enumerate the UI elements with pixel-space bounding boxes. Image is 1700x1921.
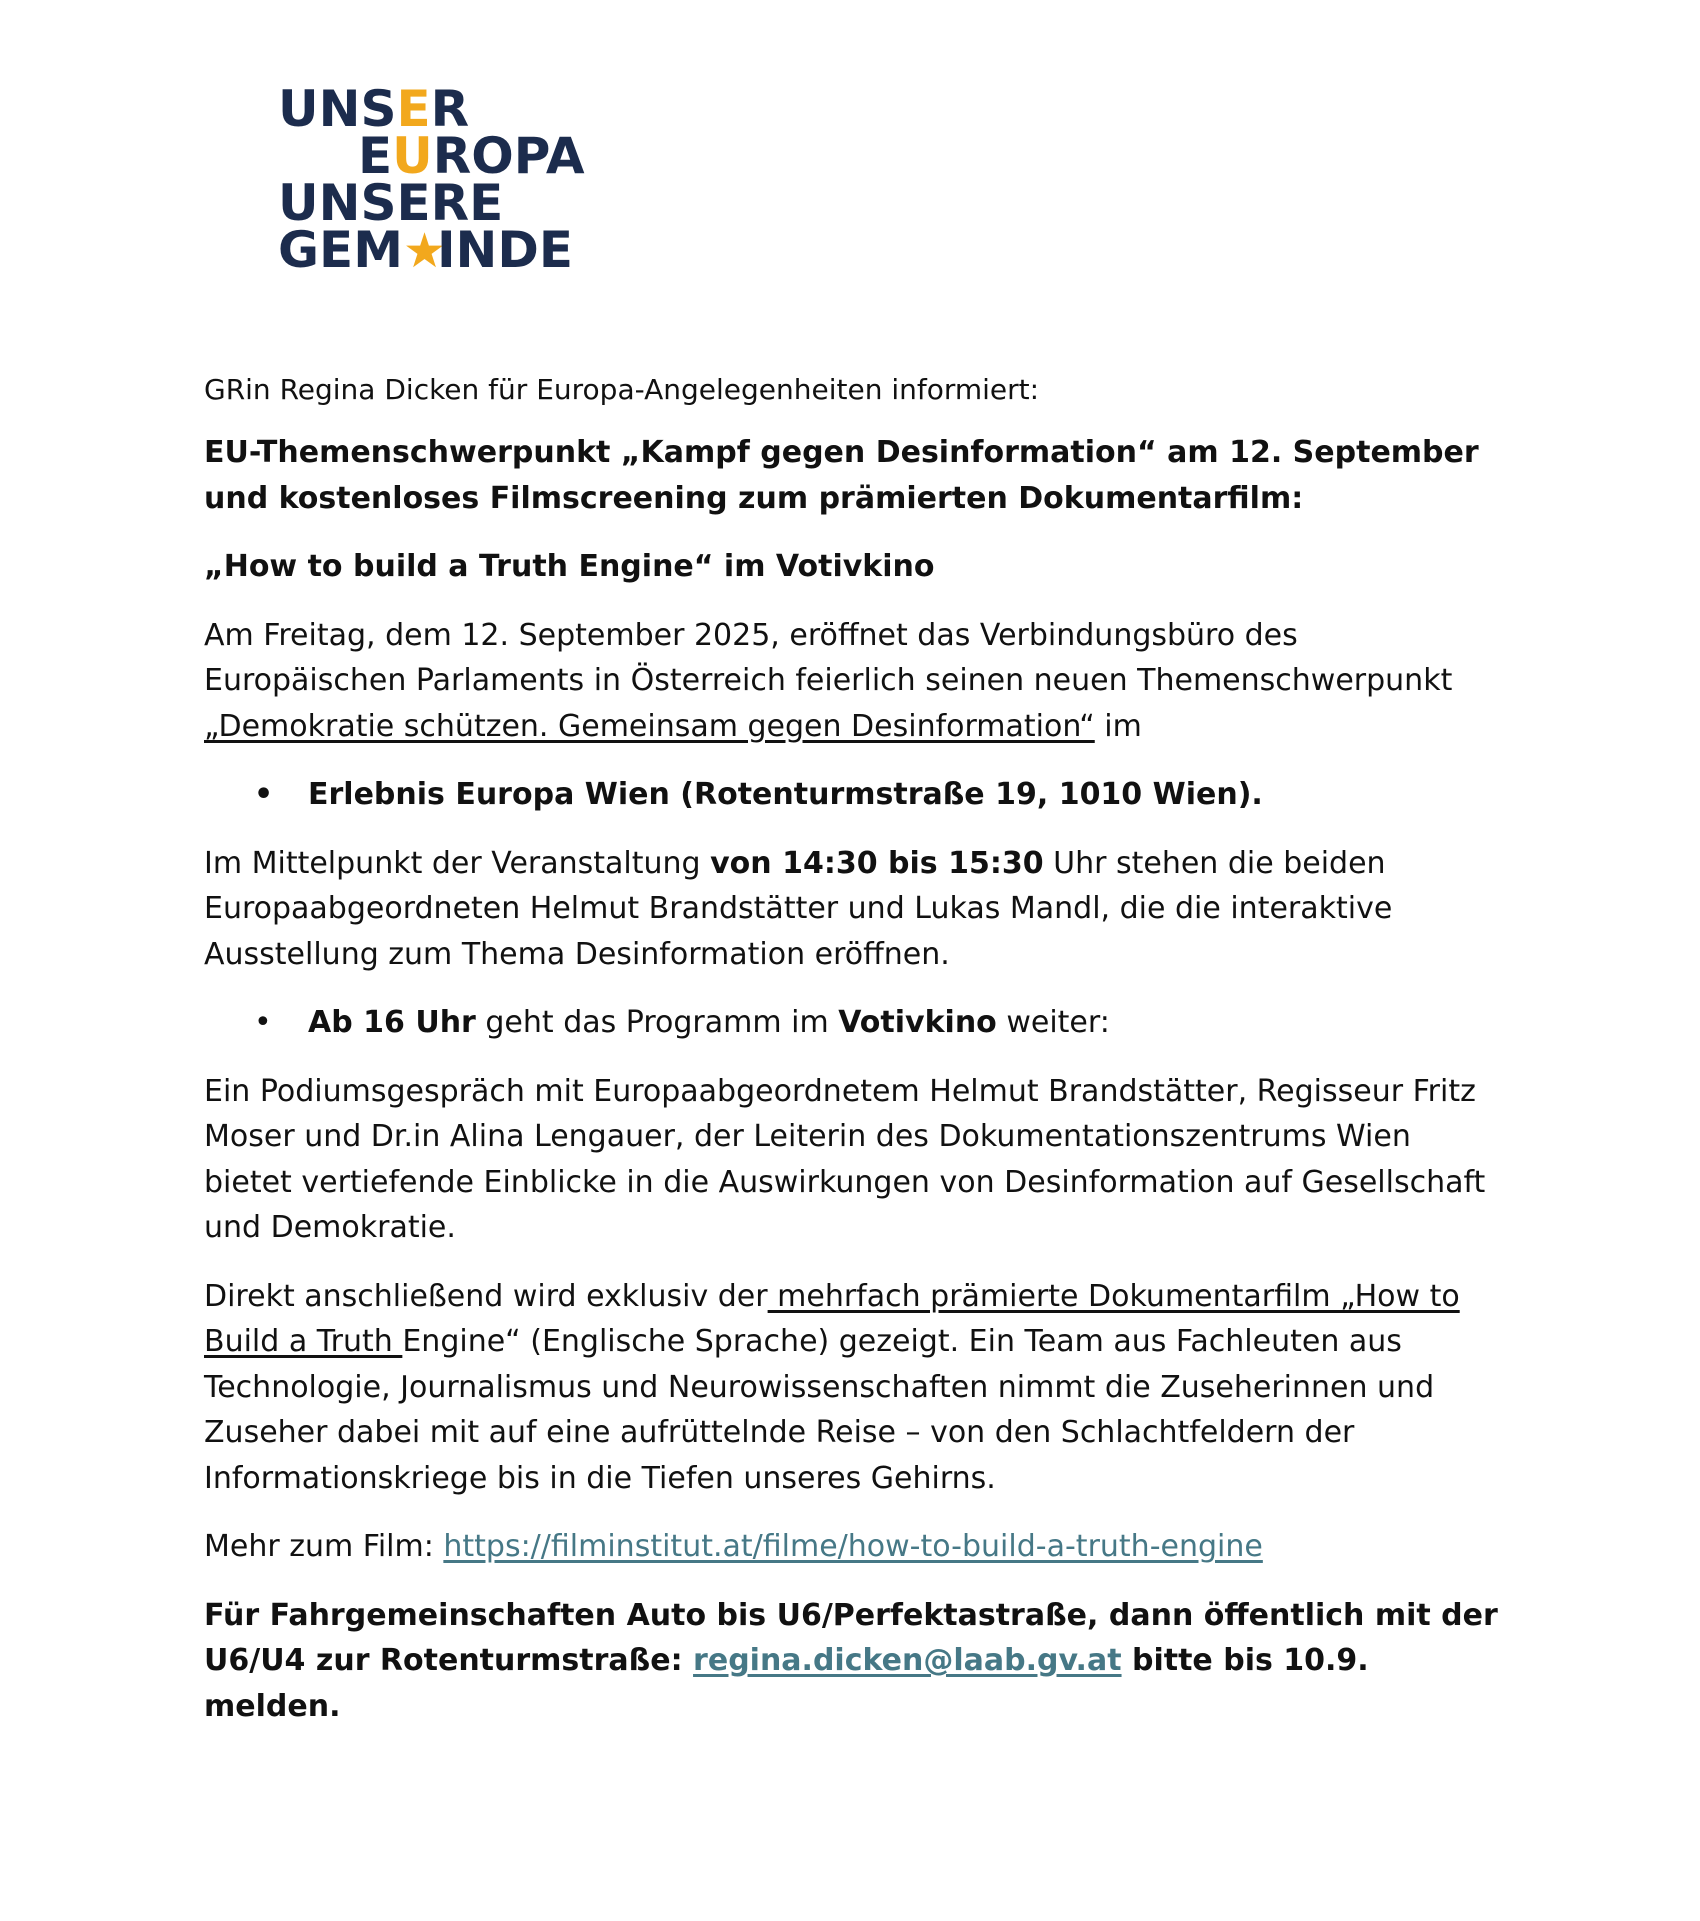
headline: EU-Themenschwerpunkt „Kampf gegen Desinformation“ am 12. September und kostenloses Filmscreening zum prämierten Dokumentarfilm: — [204, 435, 1479, 516]
bullet-votivkino: • Ab 16 Uhr geht das Programm im Votivkino weiter: — [204, 1000, 1504, 1046]
unser-europa-logo — [278, 80, 585, 279]
logo-line-3: UNSERE — [278, 174, 504, 232]
paragraph-more-info: Mehr zum Film: https://filminstitut.at/filme/how-to-build-a-truth-engine — [204, 1529, 1263, 1564]
paragraph-event-opening: Am Freitag, dem 12. September 2025, eröffnet das Verbindungsbüro des Europäischen Parlaments in Österreich feierlich seinen neuen Themenschwerpunkt „Demokratie schützen. Gemeinsam gegen Desinformation“ im — [204, 617, 1453, 744]
theme-link[interactable]: „Demokratie schützen. Gemeinsam gegen Desinformation“ — [204, 708, 1095, 744]
intro-line: GRin Regina Dicken für Europa-Angelegenheiten informiert: — [204, 373, 1040, 406]
logo-line-2: EUROPA — [358, 127, 585, 185]
paragraph-panel: Ein Podiumsgespräch mit Europaabgeordnetem Helmut Brandstätter, Regisseur Fritz Moser und Dr.in Alina Lengauer, der Leiterin des Dokumentationszentrums Wien bietet vertiefende Einblicke in die Auswirkungen von Desinformation auf Gesellschaft und Demokratie. — [204, 1073, 1486, 1245]
logo-line-1: UNSER — [278, 80, 470, 138]
paragraph-carpool: Für Fahrgemeinschaften Auto bis U6/Perfektastraße, dann öffentlich mit der U6/U4 zur Rotenturmstraße: regina.dicken@laab.gv.at bitte bis 10.9. melden. — [204, 1597, 1498, 1724]
paragraph-film: Direkt anschließend wird exklusiv der mehrfach prämierte Dokumentarfilm „How to Build a Truth Engine“ (Englische Sprache) gezeigt. Ein Team aus Fachleuten aus Technologie, Journalismus und Neurowissenschaften nimmt die Zuseherinnen und Zuseher dabei mit auf eine aufrüttelnde Reise – von den Schlachtfeldern der Informationskriege bis in die Tiefen unseres Gehirns. — [204, 1278, 1460, 1496]
film-url-link[interactable]: https://filminstitut.at/filme/how-to-build-a-truth-engine — [443, 1529, 1263, 1564]
bullet-icon: • — [254, 1005, 272, 1040]
document-body — [204, 370, 1504, 1752]
logo-line-4: GEM★INDE — [278, 221, 574, 279]
star-icon: ★ — [402, 223, 446, 279]
bullet-icon: • — [254, 777, 274, 812]
bullet-venue: • Erlebnis Europa Wien (Rotenturmstraße 19, 1010 Wien). — [204, 772, 1504, 818]
paragraph-program: Im Mittelpunkt der Veranstaltung von 14:30 bis 15:30 Uhr stehen die beiden Europaabgeordneten Helmut Brandstätter und Lukas Mandl, die die interaktive Ausstellung zum Thema Desinformation eröffnen. — [204, 845, 1393, 972]
email-link[interactable]: regina.dicken@laab.gv.at — [693, 1643, 1122, 1678]
film-link[interactable]: mehrfach prämierte Dokumentarfilm „How to Build a Truth — [204, 1278, 1460, 1359]
subheadline: „How to build a Truth Engine“ im Votivkino — [204, 549, 935, 584]
